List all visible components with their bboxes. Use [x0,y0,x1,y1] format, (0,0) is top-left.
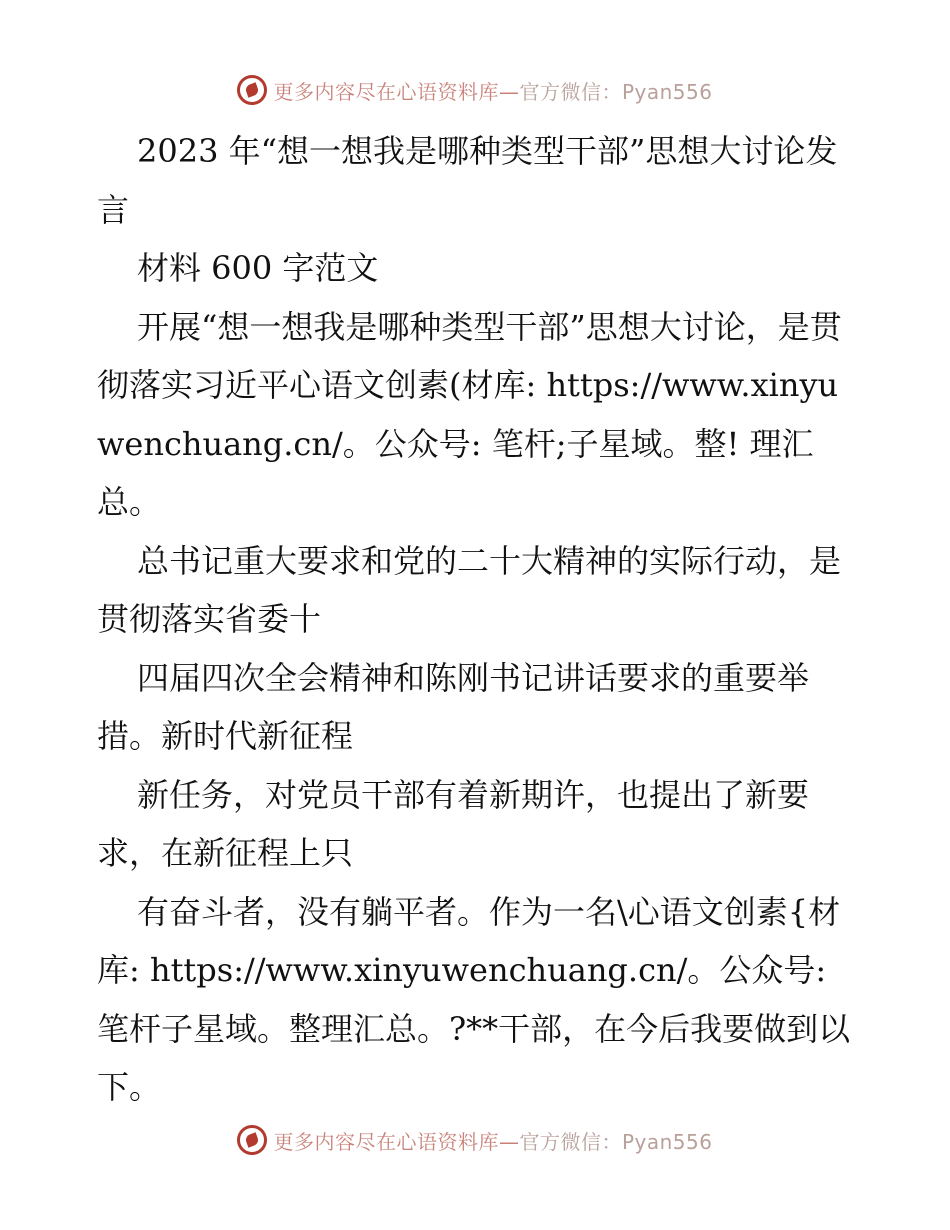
footer-watermark-banner [0,1120,950,1160]
quill-logo-icon [237,75,267,105]
banner-wechat-text: 官方微信：Pyan556 [519,79,713,104]
paragraph-2: 总书记重大要求和党的二十大精神的实际行动，是贯彻落实省委十 [97,541,842,638]
banner-site-text: 更多内容尽在心语资料库— [273,79,520,104]
banner-text [273,76,712,105]
banner-text [273,1126,712,1155]
document-body [97,122,857,1117]
banner-site-text: 更多内容尽在心语资料库— [273,1129,520,1154]
paragraph-5: 有奋斗者，没有躺平者。作为一名\心语文创素{材库: https://www.xinyuwenchuang.cn/。公众号: 笔杆子星域。整理汇总。?**干部，在今后我要做到以下。 [97,892,851,1106]
paragraph-1: 开展“想一想我是哪种类型干部”思想大讨论，是贯彻落实习近平心语文创素(材库: https://www.xinyuwenchuang.cn/。公众号: 笔杆;子星域。整! 理汇总。 [97,307,842,521]
paragraph-4: 新任务，对党员干部有着新期许，也提出了新要求，在新征程上只 [97,775,810,872]
paragraph-subtitle: 材料 600 字范文 [137,249,379,287]
header-watermark-banner [0,70,950,110]
paragraph-title: 2023 年“想一想我是哪种类型干部”思想大讨论发言 [97,132,838,229]
quill-logo-icon [237,1125,267,1155]
paragraph-3: 四届四次全会精神和陈刚书记讲话要求的重要举措。新时代新征程 [97,658,810,755]
banner-wechat-text: 官方微信：Pyan556 [519,1129,713,1154]
